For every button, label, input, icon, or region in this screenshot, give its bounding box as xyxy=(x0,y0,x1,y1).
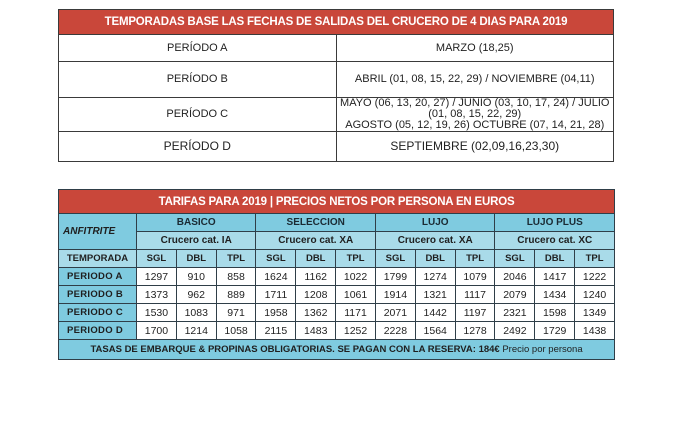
fares-table xyxy=(58,189,615,360)
row-period-label: PERIODO A xyxy=(59,268,137,286)
period-label: PERÍODO A xyxy=(59,35,337,62)
period-label: PERÍODO B xyxy=(59,62,337,98)
period-dates-line-1: MAYO (06, 13, 20, 27) / JUNIO (03, 10, 17, 24) / JULIO (01, 08, 15, 22, 29) xyxy=(340,97,610,120)
period-dates: SEPTIEMBRE (02,09,16,23,30) xyxy=(336,132,614,162)
cabin-category: Crucero cat. IA xyxy=(137,232,256,250)
price-cell: 1530 xyxy=(137,304,177,322)
period-dates xyxy=(336,98,614,132)
price-cell: 1438 xyxy=(575,322,615,340)
row-period-label: PERIODO B xyxy=(59,286,137,304)
fares-table-title: TARIFAS PARA 2019 | PRECIOS NETOS POR PERSONA EN EUROS xyxy=(59,190,615,214)
price-cell: 1624 xyxy=(256,268,296,286)
price-cell: 1240 xyxy=(575,286,615,304)
occupancy-header: TPL xyxy=(575,250,615,268)
price-cell: 1214 xyxy=(176,322,216,340)
period-dates: ABRIL (01, 08, 15, 22, 29) / NOVIEMBRE (04,11) xyxy=(336,62,614,98)
price-cell: 858 xyxy=(216,268,256,286)
price-cell: 971 xyxy=(216,304,256,322)
occupancy-row xyxy=(59,250,615,268)
price-cell: 2228 xyxy=(375,322,415,340)
category-row xyxy=(59,214,615,232)
occupancy-header: SGL xyxy=(137,250,177,268)
table-row xyxy=(59,322,615,340)
price-cell: 910 xyxy=(176,268,216,286)
price-cell: 1297 xyxy=(137,268,177,286)
price-cell: 1700 xyxy=(137,322,177,340)
price-cell: 1417 xyxy=(535,268,575,286)
price-cell: 1914 xyxy=(375,286,415,304)
category-name: LUJO xyxy=(375,214,494,232)
fees-note xyxy=(59,340,615,360)
price-cell: 1079 xyxy=(455,268,495,286)
ship-name: ANFITRITE xyxy=(59,214,137,250)
price-cell: 1274 xyxy=(415,268,455,286)
price-cell: 2492 xyxy=(495,322,535,340)
category-name: BASICO xyxy=(137,214,256,232)
price-cell: 1362 xyxy=(296,304,336,322)
table-row xyxy=(59,268,615,286)
seasons-table xyxy=(58,9,614,162)
price-cell: 1208 xyxy=(296,286,336,304)
fares-header-row xyxy=(59,190,615,214)
price-cell: 1162 xyxy=(296,268,336,286)
price-cell: 1061 xyxy=(336,286,376,304)
row-period-label: PERIODO C xyxy=(59,304,137,322)
cabin-category: Crucero cat. XA xyxy=(256,232,375,250)
category-name: LUJO PLUS xyxy=(495,214,615,232)
price-cell: 1058 xyxy=(216,322,256,340)
price-cell: 1171 xyxy=(336,304,376,322)
cabin-category: Crucero cat. XC xyxy=(495,232,615,250)
price-cell: 1022 xyxy=(336,268,376,286)
price-cell: 1711 xyxy=(256,286,296,304)
occupancy-header: TPL xyxy=(336,250,376,268)
price-cell: 1442 xyxy=(415,304,455,322)
table-row xyxy=(59,35,614,62)
price-cell: 2046 xyxy=(495,268,535,286)
price-cell: 1598 xyxy=(535,304,575,322)
occupancy-header: DBL xyxy=(176,250,216,268)
table-row xyxy=(59,132,614,162)
category-name: SELECCION xyxy=(256,214,375,232)
cabin-row xyxy=(59,232,615,250)
fees-note-suffix: Precio por persona xyxy=(499,343,583,355)
price-cell: 889 xyxy=(216,286,256,304)
price-cell: 1222 xyxy=(575,268,615,286)
footer-row xyxy=(59,340,615,360)
occupancy-header: DBL xyxy=(535,250,575,268)
price-cell: 1321 xyxy=(415,286,455,304)
occupancy-header: DBL xyxy=(296,250,336,268)
fees-note-bold: TASAS DE EMBARQUE & PROPINAS OBLIGATORIAS. SE PAGAN CON LA RESERVA: 184€ xyxy=(90,343,500,355)
price-cell: 2321 xyxy=(495,304,535,322)
price-cell: 1729 xyxy=(535,322,575,340)
table-row xyxy=(59,98,614,132)
price-cell: 2115 xyxy=(256,322,296,340)
occupancy-header: TPL xyxy=(455,250,495,268)
price-cell: 1349 xyxy=(575,304,615,322)
occupancy-header: SGL xyxy=(495,250,535,268)
price-cell: 2071 xyxy=(375,304,415,322)
occupancy-header: DBL xyxy=(415,250,455,268)
seasons-table-title: TEMPORADAS BASE LAS FECHAS DE SALIDAS DEL CRUCERO DE 4 DIAS PARA 2019 xyxy=(59,10,614,35)
price-cell: 1197 xyxy=(455,304,495,322)
price-cell: 1958 xyxy=(256,304,296,322)
price-cell: 1799 xyxy=(375,268,415,286)
period-dates: MARZO (18,25) xyxy=(336,35,614,62)
period-dates-line-2: AGOSTO (05, 12, 19, 26) OCTUBRE (07, 14, 21, 28) xyxy=(345,119,605,131)
price-cell: 1117 xyxy=(455,286,495,304)
price-cell: 1252 xyxy=(336,322,376,340)
table-row xyxy=(59,286,615,304)
row-period-label: PERIODO D xyxy=(59,322,137,340)
price-cell: 1373 xyxy=(137,286,177,304)
price-cell: 962 xyxy=(176,286,216,304)
price-cell: 1434 xyxy=(535,286,575,304)
price-cell: 1083 xyxy=(176,304,216,322)
price-cell: 1564 xyxy=(415,322,455,340)
price-cell: 2079 xyxy=(495,286,535,304)
period-label: PERÍODO D xyxy=(59,132,337,162)
season-column-header: TEMPORADA xyxy=(59,250,137,268)
occupancy-header: TPL xyxy=(216,250,256,268)
price-cell: 1278 xyxy=(455,322,495,340)
occupancy-header: SGL xyxy=(256,250,296,268)
cabin-category: Crucero cat. XA xyxy=(375,232,494,250)
table-row xyxy=(59,62,614,98)
table-row xyxy=(59,304,615,322)
period-label: PERÍODO C xyxy=(59,98,337,132)
occupancy-header: SGL xyxy=(375,250,415,268)
price-cell: 1483 xyxy=(296,322,336,340)
